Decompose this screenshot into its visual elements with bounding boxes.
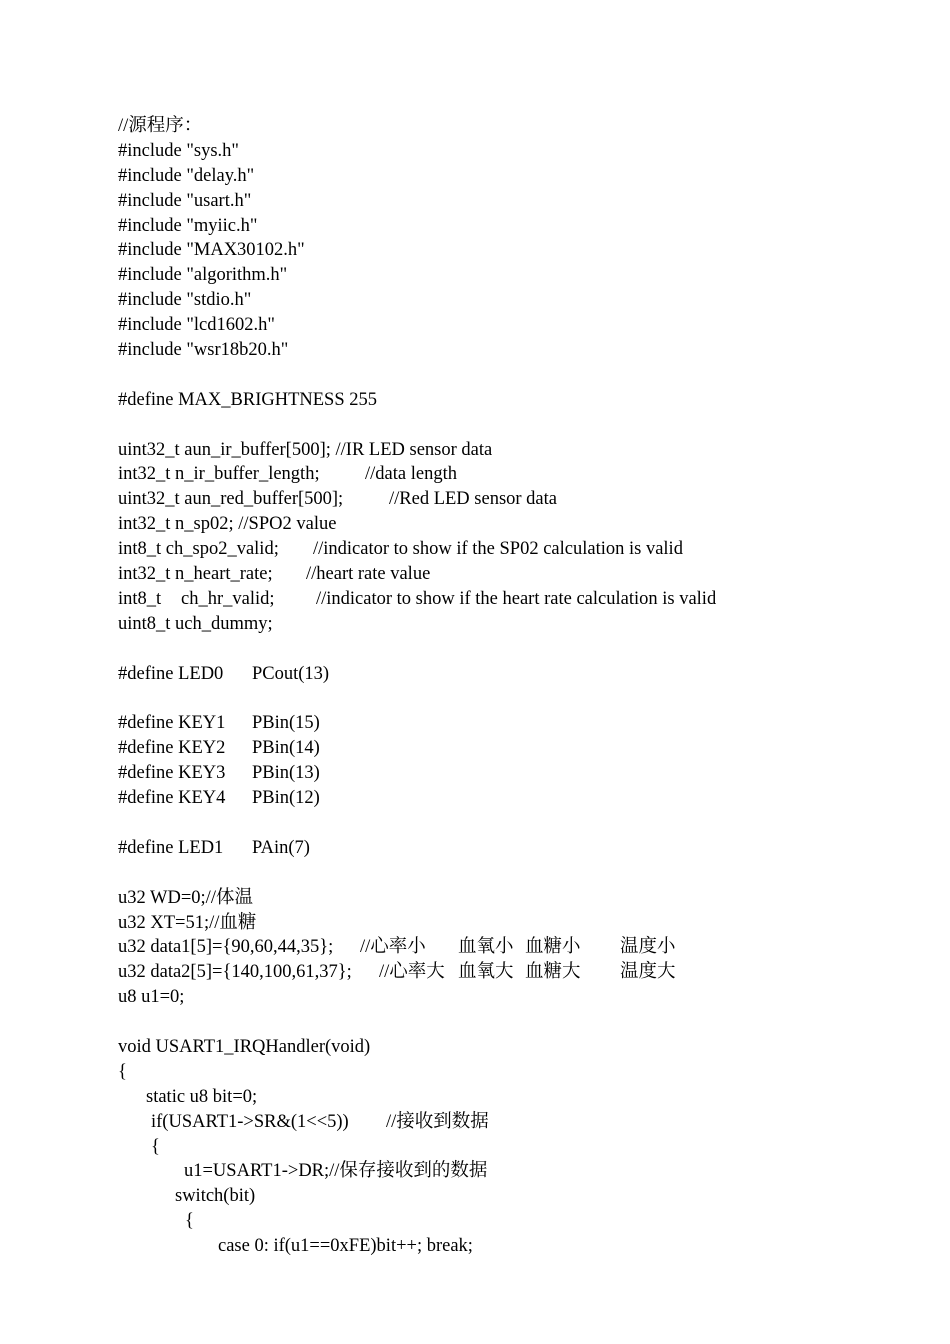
code-text: #include "delay.h": [118, 165, 255, 186]
code-text: #define KEY1: [118, 713, 226, 734]
code-line: [118, 214, 898, 239]
code-line: [118, 985, 898, 1010]
code-comment: 温度大: [620, 962, 676, 983]
code-text: {: [185, 1211, 194, 1232]
code-comment: //indicator to show if the heart rate calculation is valid: [316, 588, 717, 609]
code-text: void USART1_IRQHandler(void): [118, 1036, 371, 1057]
code-text: u32 data1[5]={90,60,44,35};: [118, 937, 334, 958]
code-text: uint32_t aun_ir_buffer[500]; //IR LED sensor data: [118, 439, 493, 460]
code-line: [118, 338, 898, 363]
code-line: [118, 960, 898, 985]
blank-line: [118, 861, 898, 886]
code-line: [118, 1184, 898, 1209]
code-line: [118, 139, 898, 164]
code-line: [118, 288, 898, 313]
code-comment: //心率小: [360, 937, 426, 958]
code-text: switch(bit): [175, 1186, 256, 1207]
code-comment: //心率大: [379, 962, 445, 983]
code-line: [118, 1035, 898, 1060]
blank-line: [118, 413, 898, 438]
code-line: [118, 736, 898, 761]
code-line: [118, 1135, 898, 1160]
code-text: {: [118, 1061, 127, 1082]
code-line: [118, 1159, 898, 1184]
code-comment: 血氧小: [458, 937, 514, 958]
code-text: #define LED0: [118, 663, 224, 684]
code-text: #include "sys.h": [118, 140, 239, 161]
code-comment: //Red LED sensor data: [389, 489, 557, 510]
code-line: [118, 562, 898, 587]
code-text: PCout(13): [252, 663, 330, 684]
code-line: [118, 886, 898, 911]
blank-line: [118, 811, 898, 836]
code-text: int32_t n_sp02; //SPO2 value: [118, 514, 337, 535]
code-text: #include "algorithm.h": [118, 265, 288, 286]
code-text: int8_t ch_spo2_valid;: [118, 539, 279, 560]
blank-line: [118, 1010, 898, 1035]
code-text: u8 u1=0;: [118, 987, 185, 1008]
code-line: [118, 1209, 898, 1234]
code-text: static u8 bit=0;: [146, 1086, 258, 1107]
code-text: int32_t n_heart_rate;: [118, 564, 273, 585]
code-text: PBin(15): [252, 713, 320, 734]
code-line: [118, 662, 898, 687]
code-text: #define KEY2: [118, 738, 226, 759]
code-text: u32 data2[5]={140,100,61,37};: [118, 962, 352, 983]
code-text: uint8_t uch_dummy;: [118, 613, 273, 634]
code-text: case 0: if(u1==0xFE)bit++; break;: [218, 1236, 473, 1257]
code-text: {: [151, 1136, 160, 1157]
code-text: #include "myiic.h": [118, 215, 258, 236]
code-text: #include "wsr18b20.h": [118, 340, 289, 361]
code-line: [118, 537, 898, 562]
code-text: PBin(13): [252, 763, 320, 784]
code-line: [118, 388, 898, 413]
code-text: PAin(7): [252, 837, 310, 858]
code-line: [118, 761, 898, 786]
code-line: [118, 189, 898, 214]
code-text: u32 WD=0;//体温: [118, 887, 253, 908]
code-line: [118, 711, 898, 736]
code-comment: //heart rate value: [306, 564, 431, 585]
code-line: [118, 438, 898, 463]
code-text: u32 XT=51;//血糖: [118, 912, 257, 933]
code-text: int32_t n_ir_buffer_length;: [118, 464, 320, 485]
blank-line: [118, 686, 898, 711]
code-comment: //indicator to show if the SP02 calculation is valid: [313, 539, 683, 560]
code-text: u1=USART1->DR;//保存接收到的数据: [184, 1161, 488, 1182]
code-line: [118, 612, 898, 637]
code-line: [118, 1234, 898, 1259]
code-comment: 血糖小: [525, 937, 581, 958]
code-text: ch_hr_valid;: [181, 588, 275, 609]
code-line: [118, 836, 898, 861]
code-text: int8_t: [118, 588, 162, 609]
code-line: [118, 935, 898, 960]
code-comment: //接收到数据: [386, 1111, 489, 1132]
code-text: #define KEY4: [118, 788, 226, 809]
blank-line: [118, 363, 898, 388]
code-text: #include "stdio.h": [118, 290, 252, 311]
code-line: [118, 263, 898, 288]
code-text: #define KEY3: [118, 763, 226, 784]
code-line: [118, 164, 898, 189]
code-line: [118, 114, 898, 139]
code-comment: 温度小: [620, 937, 676, 958]
code-text: PBin(14): [252, 738, 320, 759]
code-text: #define LED1: [118, 837, 224, 858]
code-text: if(USART1->SR&(1<<5)): [151, 1111, 349, 1132]
code-text: #include "usart.h": [118, 190, 252, 211]
blank-line: [118, 637, 898, 662]
code-line: [118, 587, 898, 612]
code-text: #include "lcd1602.h": [118, 315, 275, 336]
code-text: uint32_t aun_red_buffer[500];: [118, 489, 344, 510]
code-text: #define MAX_BRIGHTNESS 255: [118, 389, 377, 410]
code-text: #include "MAX30102.h": [118, 240, 305, 261]
code-line: [118, 487, 898, 512]
code-line: [118, 462, 898, 487]
code-line: [118, 786, 898, 811]
code-text: //源程序：: [118, 116, 203, 136]
code-comment: 血氧大: [458, 962, 514, 983]
code-line: [118, 1085, 898, 1110]
code-line: [118, 1110, 898, 1135]
code-line: [118, 1060, 898, 1085]
code-text: PBin(12): [252, 788, 320, 809]
code-comment: 血糖大: [525, 962, 581, 983]
code-comment: //data length: [365, 464, 457, 485]
code-line: [118, 911, 898, 936]
source-code-block: [118, 114, 898, 1259]
code-line: [118, 238, 898, 263]
code-line: [118, 512, 898, 537]
code-line: [118, 313, 898, 338]
